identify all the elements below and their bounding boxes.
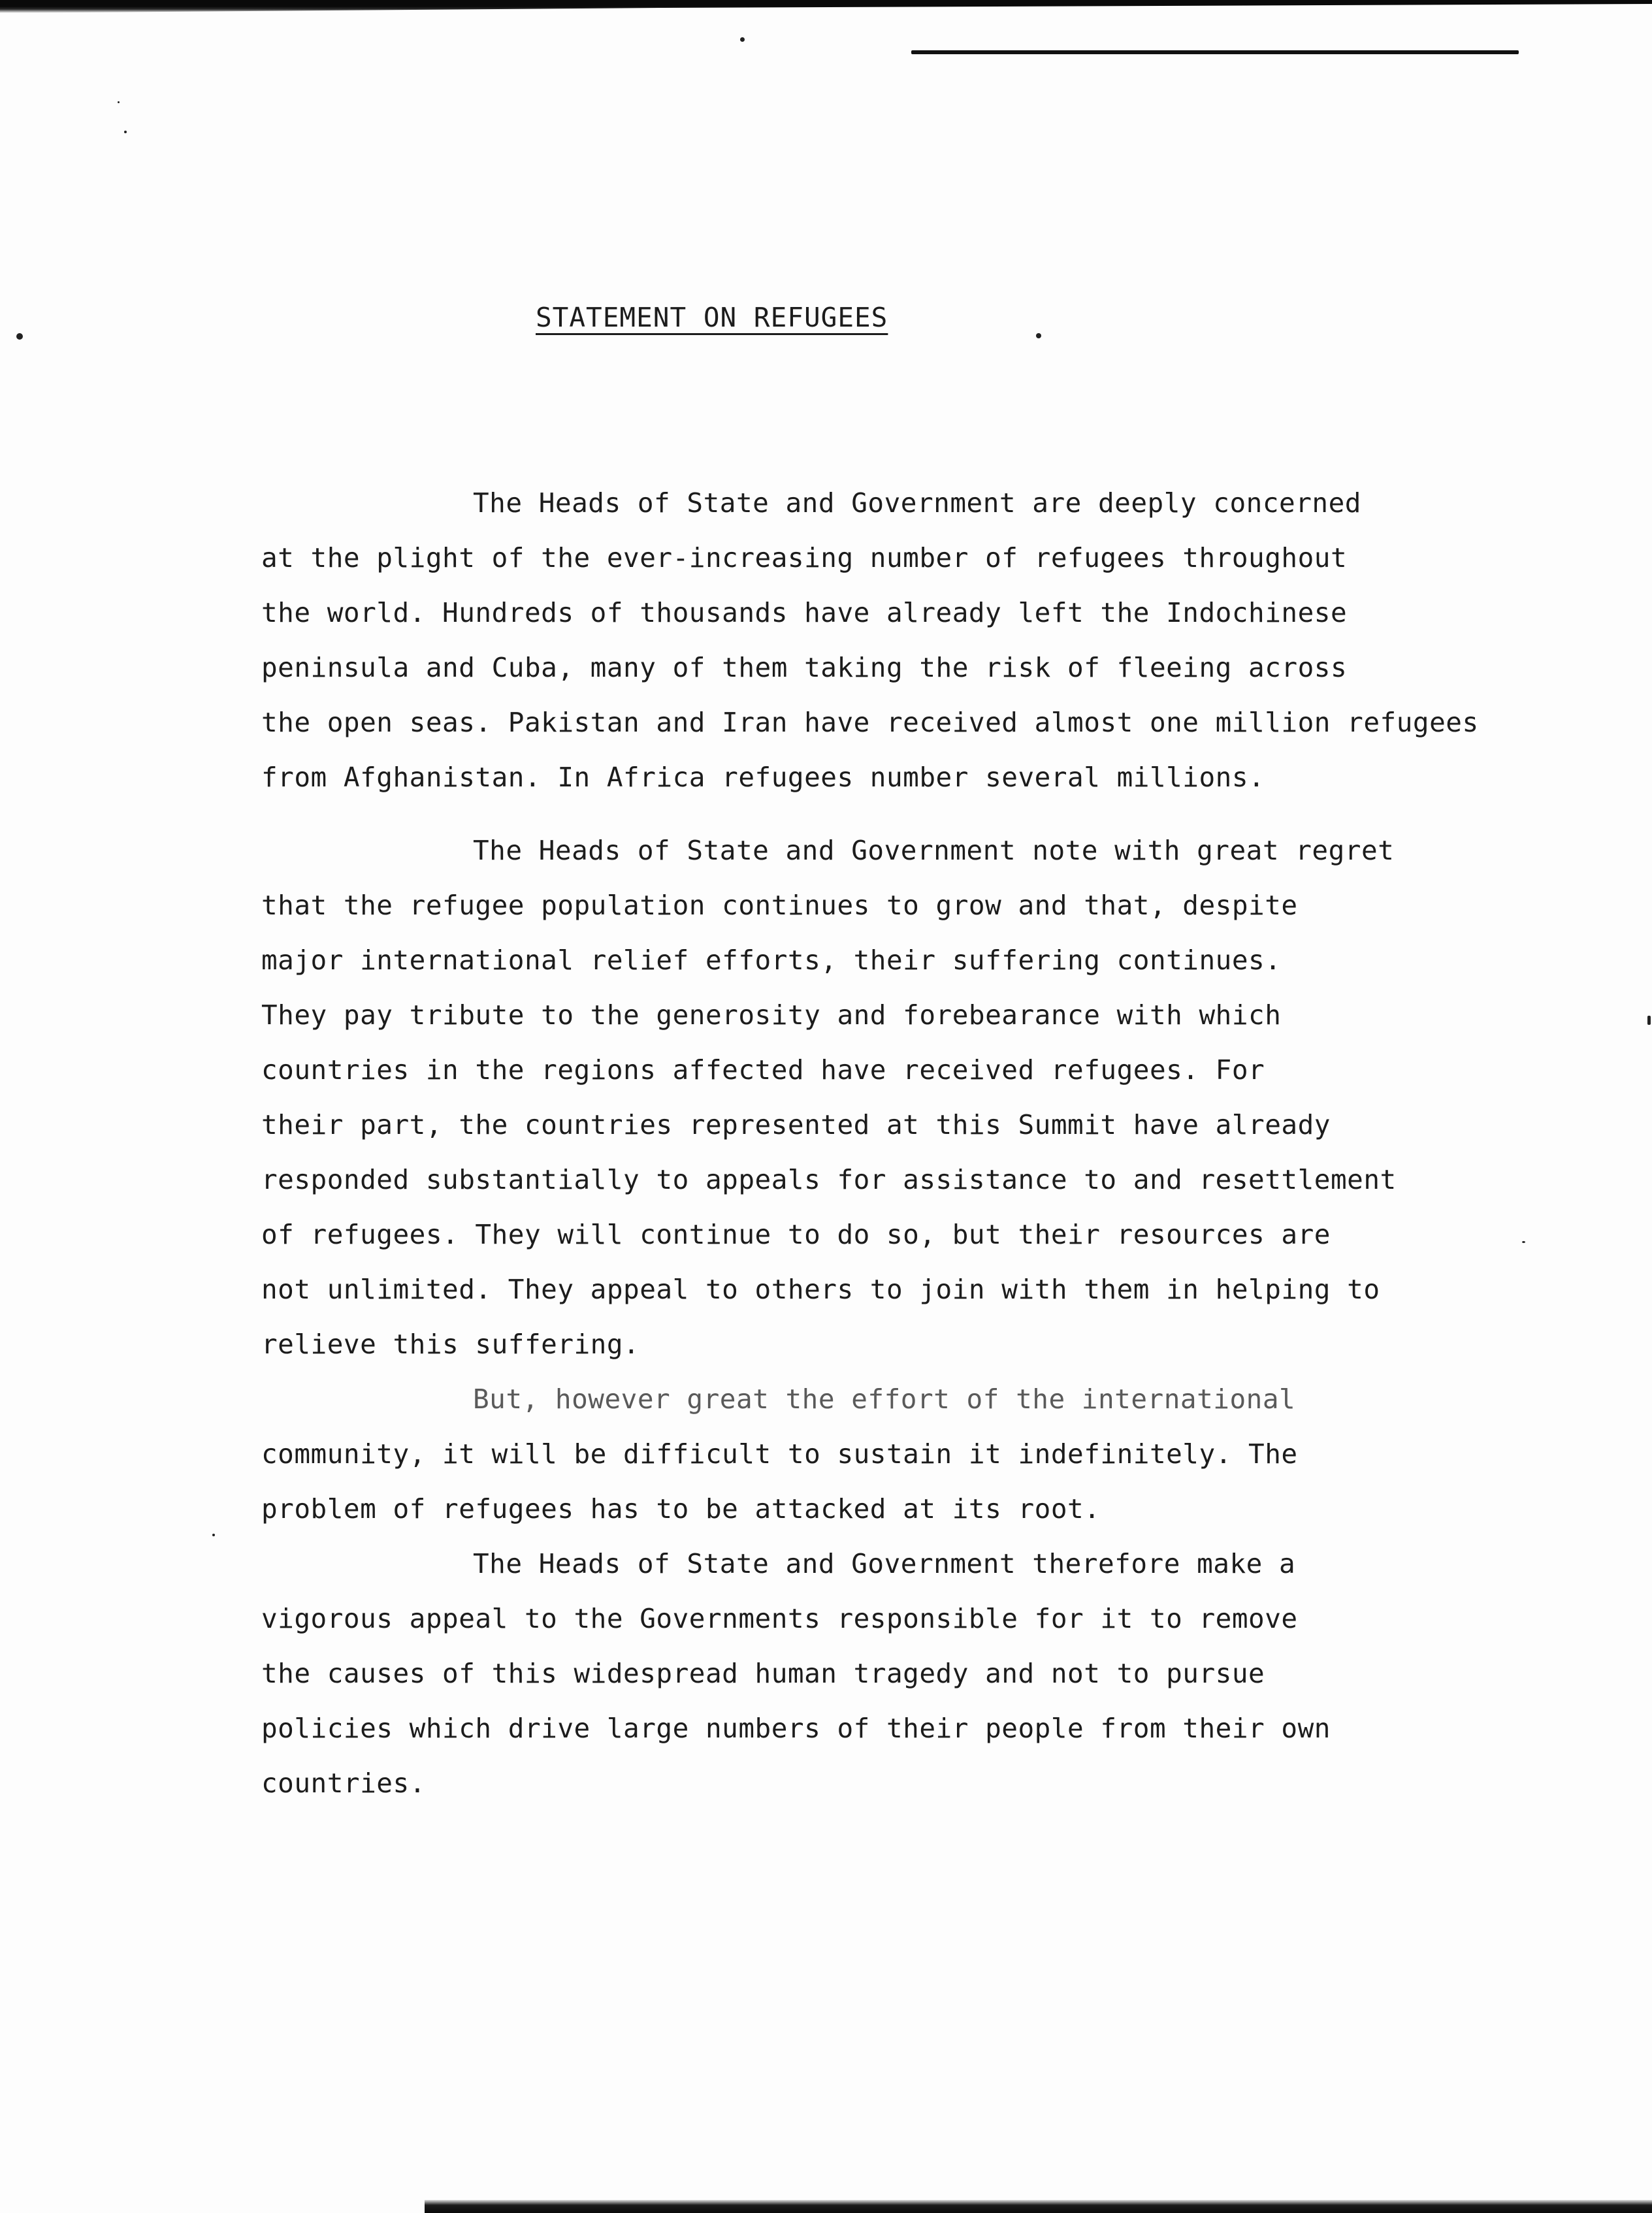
text-line: But, however great the effort of the international <box>473 1383 1296 1415</box>
text-line: The Heads of State and Government therefore make a <box>473 1548 1296 1579</box>
scan-speck <box>1647 1016 1651 1025</box>
scan-speck <box>118 101 120 103</box>
text-line: the open seas. Pakistan and Iran have received almost one million refugees <box>261 707 1479 738</box>
text-line: The Heads of State and Government are deeply concerned <box>473 487 1361 519</box>
text-line: major international relief efforts, their suffering continues. <box>261 945 1282 976</box>
text-line: relieve this suffering. <box>261 1329 640 1360</box>
text-line: community, it will be difficult to sustain it indefinitely. The <box>261 1438 1298 1470</box>
paragraph <box>261 823 1502 1372</box>
scan-rule-line <box>911 50 1519 54</box>
scan-bottom-edge <box>425 2200 1652 2213</box>
text-line: of refugees. They will continue to do so, but their resources are <box>261 1219 1331 1250</box>
text-line: responded substantially to appeals for assistance to and resettlement <box>261 1164 1397 1195</box>
text-line: that the refugee population continues to grow and that, despite <box>261 890 1298 921</box>
text-line: not unlimited. They appeal to others to join with them in helping to <box>261 1274 1380 1305</box>
scan-speck <box>740 37 745 42</box>
text-line: policies which drive large numbers of their people from their own <box>261 1713 1331 1744</box>
text-line: the causes of this widespread human tragedy and not to pursue <box>261 1658 1265 1689</box>
text-line: The Heads of State and Government note with great regret <box>473 835 1395 866</box>
scan-speck <box>212 1534 215 1536</box>
document-body <box>261 476 1502 1811</box>
text-line: their part, the countries represented at this Summit have already <box>261 1109 1331 1140</box>
text-line: peninsula and Cuba, many of them taking the risk of fleeing across <box>261 652 1348 683</box>
scan-top-edge <box>0 0 1652 13</box>
document-title: STATEMENT ON REFUGEES <box>536 302 888 333</box>
paragraph <box>261 1372 1502 1536</box>
scan-speck <box>124 131 127 133</box>
scan-speck <box>1522 1241 1525 1243</box>
scan-speck <box>16 333 23 340</box>
text-line: vigorous appeal to the Governments responsible for it to remove <box>261 1603 1298 1634</box>
text-line: at the plight of the ever-increasing number of refugees throughout <box>261 542 1348 573</box>
text-line: the world. Hundreds of thousands have already left the Indochinese <box>261 597 1348 628</box>
paragraph <box>261 476 1502 805</box>
paragraph <box>261 1536 1502 1811</box>
text-line: They pay tribute to the generosity and forebearance with which <box>261 999 1282 1031</box>
text-line: countries. <box>261 1768 426 1799</box>
text-line: problem of refugees has to be attacked at its root. <box>261 1493 1101 1525</box>
text-line: from Afghanistan. In Africa refugees number several millions. <box>261 762 1265 793</box>
scan-speck <box>1036 333 1041 338</box>
text-line: countries in the regions affected have received refugees. For <box>261 1054 1265 1086</box>
